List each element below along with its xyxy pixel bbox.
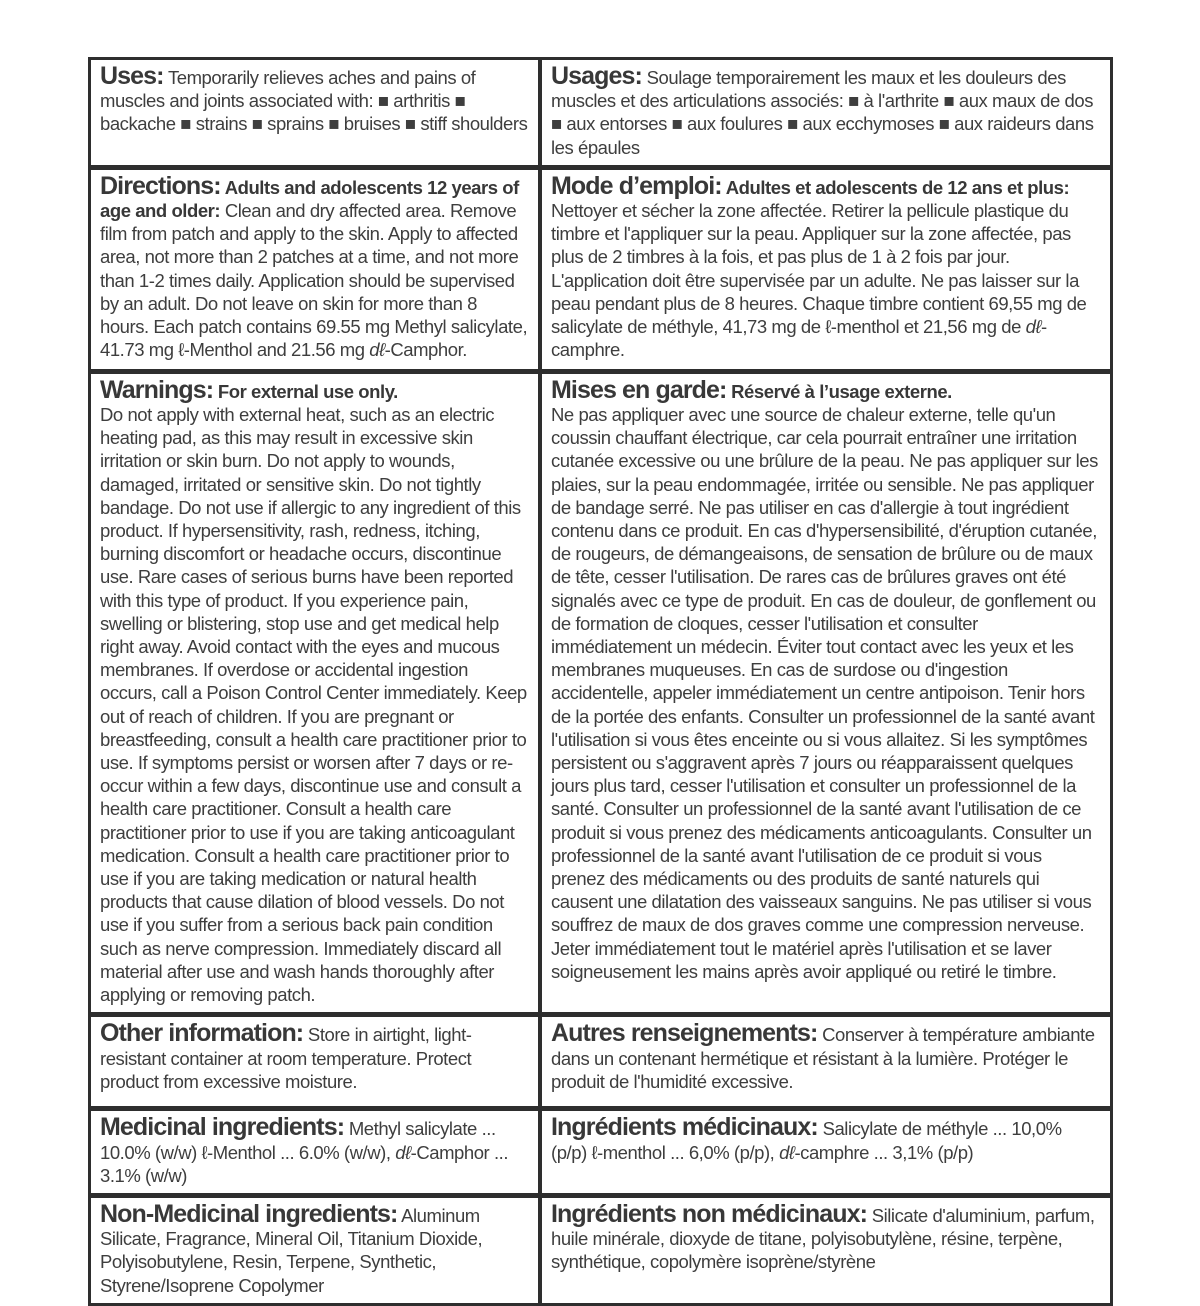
uses-heading: Uses:: [100, 62, 164, 90]
ingredients-medicinaux-heading: Ingrédients médicinaux:: [551, 1113, 818, 1142]
text-segment: Soulage temporairement les maux et les douleurs des muscles et des articulations associés: ■ à l'arthrite ■ aux maux de dos ■ aux entorses ■ aux foulures ■ aux ecchymoses ■ aux raideurs dans les épaules: [551, 67, 1094, 158]
text-segment: Adults and adolescents 12 years of age and older:: [100, 176, 519, 222]
warnings-heading: Warnings:: [100, 375, 214, 404]
text-segment: -Camphor ... 3.1% (w/w): [100, 1141, 509, 1186]
drug-facts-table: [88, 57, 1113, 1306]
non-medicinal-ingredients-cell-en: [91, 1198, 538, 1303]
text-segment: Nettoyer et sécher la zone affectée. Retirer la pellicule plastique du timbre et l'appliquer sur la peau. Appliquer sur la zone affectée, pas plus de 2 timbres à la fois, et pas plus de 1 à 2 fois par jour. L'application doit être supervisée par un adulte. Ne pas laisser sur la peau pendant plus de 8 heures. Chaque timbre contient 69,55 mg de salicylate de méthyle, 41,73 mg de ℓ-menthol et 21,56 mg de: [551, 200, 1087, 338]
text-segment: -camphre ... 3,1% (p/p): [794, 1141, 974, 1163]
label-sheet: [88, 57, 1113, 1306]
text-segment: -camphre.: [551, 316, 1047, 361]
text-segment: Ne pas appliquer avec une source de chaleur externe, telle qu'un coussin chauffant électrique, car cela pourrait entraîner une irritation cutanée excessive ou une brûlure de la peau. Ne pas appliquer sur les plaies, sur la peau endommagée, irritée ou sensible. Ne pas appliquer de bandage serré. Ne pas utiliser en cas d'allergie à tout ingrédient contenu dans ce produit. En cas d'hypersensibilité, d'éruption cutanée, de rougeurs, de démangeaisons, de sensation de brûlure ou de maux de tête, cesser l'utilisation. De rares cas de brûlures graves ont été signalés avec ce type de produit. En cas de douleur, de gonflement ou de formation de cloques, cesser l'utilisation et consulter immédiatement un médecin. Éviter tout contact avec les yeux et les membranes muqueuses. En cas de surdose ou d'ingestion accidentelle, appeler immédiatement un centre antipoison. Tenir hors de la portée des enfants. Consulter un professionnel de la santé avant l'utilisation si vous êtes enceinte ou si vous allaitez. Si les symptômes persistent ou s'aggravent après 7 jours ou réapparaissent quelques jours plus tard, cesser l'utilisation et consulter un professionnel de la santé. Consulter un professionnel de la santé avant l'utilisation de ce produit si vous prenez des médicaments anticoagulants. Consulter un professionnel de la santé avant l'utilisation de ce produit si vous prenez des médicaments ou des produits de santé naturels qui causent une dilatation des vaisseaux sanguins. Ne pas utiliser si vous souffrez de maux de dos graves comme une compression nerveuse. Jeter immédiatement tout le matériel après l'utilisation et se laver soigneusement les mains après avoir appliqué ou retiré le timbre.: [551, 404, 1098, 982]
text-segment: Adultes et adolescents de 12 ans et plus:: [721, 176, 1070, 198]
text-segment: For external use only.: [213, 380, 398, 402]
warnings-cell-en: [91, 374, 538, 1012]
autres-renseignements-cell-fr: [538, 1017, 1110, 1106]
text-segment: Salicylate de méthyle ... 10,0% (p/p) ℓ-menthol ... 6,0% (p/p),: [551, 1118, 1062, 1163]
text-segment: dℓ: [395, 1141, 411, 1163]
autres-renseignements-heading: Autres renseignements:: [551, 1019, 818, 1048]
text-segment: Aluminum Silicate, Fragrance, Mineral Oil, Titanium Dioxide, Polyisobutylene, Resin, Terpene, Synthetic, Styrene/Isoprene Copolymer: [100, 1204, 483, 1296]
mode-demploi-cell-fr: [538, 170, 1110, 369]
row-uses: [91, 60, 1110, 165]
text-segment: dℓ: [779, 1141, 795, 1163]
text-segment: Silicate d'aluminium, parfum, huile minérale, dioxyde de titane, polyisobutylène, résine, terpène, synthétique, copolymère isoprène/styrène: [551, 1204, 1095, 1273]
ingredients-medicinaux-cell-fr: [538, 1111, 1110, 1193]
ingredients-non-medicinaux-cell-fr: [538, 1198, 1110, 1303]
mode-demploi-heading: Mode d’emploi:: [551, 171, 722, 200]
text-segment: Store in airtight, light-resistant container at room temperature. Protect product from excessive moisture.: [100, 1024, 472, 1092]
row-directions: [91, 165, 1110, 369]
medicinal-ingredients-cell-en: [91, 1111, 538, 1193]
text-segment: Clean and dry affected area. Remove film from patch and apply to the skin. Apply to affected area, not more than 2 patches at a time, and not more than 1-2 times daily. Application should be supervised by an adult. Do not leave on skin for more than 8 hours. Each patch contains 69.55 mg Methyl salicylate, 41.73 mg ℓ-Menthol and 21.56 mg: [100, 200, 528, 361]
text-segment: dℓ: [1025, 316, 1042, 338]
uses-cell-en: [91, 60, 538, 165]
mises-en-garde-cell-fr: [538, 374, 1110, 1012]
text-segment: Réservé à l’usage externe.: [726, 380, 952, 402]
mises-en-garde-heading: Mises en garde:: [551, 375, 727, 404]
ingredients-non-medicinaux-heading: Ingrédients non médicinaux:: [551, 1199, 868, 1228]
text-segment: Conserver à température ambiante dans un contenant hermétique et résistant à la lumière. Protéger le produit de l'humidité excessive.: [551, 1024, 1095, 1092]
other-information-heading: Other information:: [100, 1019, 304, 1048]
medicinal-ingredients-heading: Medicinal ingredients:: [100, 1113, 345, 1142]
row-medicinal-ingredients: [91, 1106, 1110, 1193]
usages-cell-fr: [538, 60, 1110, 165]
row-non-medicinal-ingredients: [91, 1193, 1110, 1303]
row-warnings: [91, 369, 1110, 1012]
non-medicinal-ingredients-heading: Non-Medicinal ingredients:: [100, 1199, 398, 1228]
text-segment: dℓ: [369, 339, 385, 361]
other-information-cell-en: [91, 1017, 538, 1106]
directions-cell-en: [91, 170, 538, 369]
text-segment: -Camphor.: [384, 339, 467, 361]
row-other-information: [91, 1012, 1110, 1106]
text-segment: Temporarily relieves aches and pains of muscles and joints associated with: ■ arthritis ■ backache ■ strains ■ sprains ■ bruises ■ stiff shoulders: [100, 67, 528, 135]
text-segment: Methyl salicylate ... 10.0% (w/w) ℓ-Menthol ... 6.0% (w/w),: [100, 1118, 496, 1163]
usages-heading: Usages:: [551, 62, 642, 90]
text-segment: Do not apply with external heat, such as an electric heating pad, as this may result in excessive skin irritation or skin burn. Do not apply to wounds, damaged, irritated or sensitive skin. Do not tightly bandage. Do not use if allergic to any ingredient of this product. If hypersensitivity, rash, redness, itching, burning discomfort or headache occurs, discontinue use. Rare cases of serious burns have been reported with this type of product. If you experience pain, swelling or blistering, stop use and get medical help right away. Avoid contact with the eyes and mucous membranes. If overdose or accidental ingestion occurs, call a Poison Control Center immediately. Keep out of reach of children. If you are pregnant or breastfeeding, consult a health care practitioner prior to use. If symptoms persist or worsen after 7 days or re-occur within a few days, discontinue use and consult a health care practitioner. Consult a health care practitioner prior to use if you are taking anticoagulant medication. Consult a health care practitioner prior to use if you are taking medication or natural health products that cause dilation of blood vessels. Do not use if you suffer from a serious back pain condition such as nerve compression. Immediately discard all material after use and wash hands thoroughly after applying or removing patch.: [100, 404, 527, 1006]
directions-heading: Directions:: [100, 171, 221, 200]
